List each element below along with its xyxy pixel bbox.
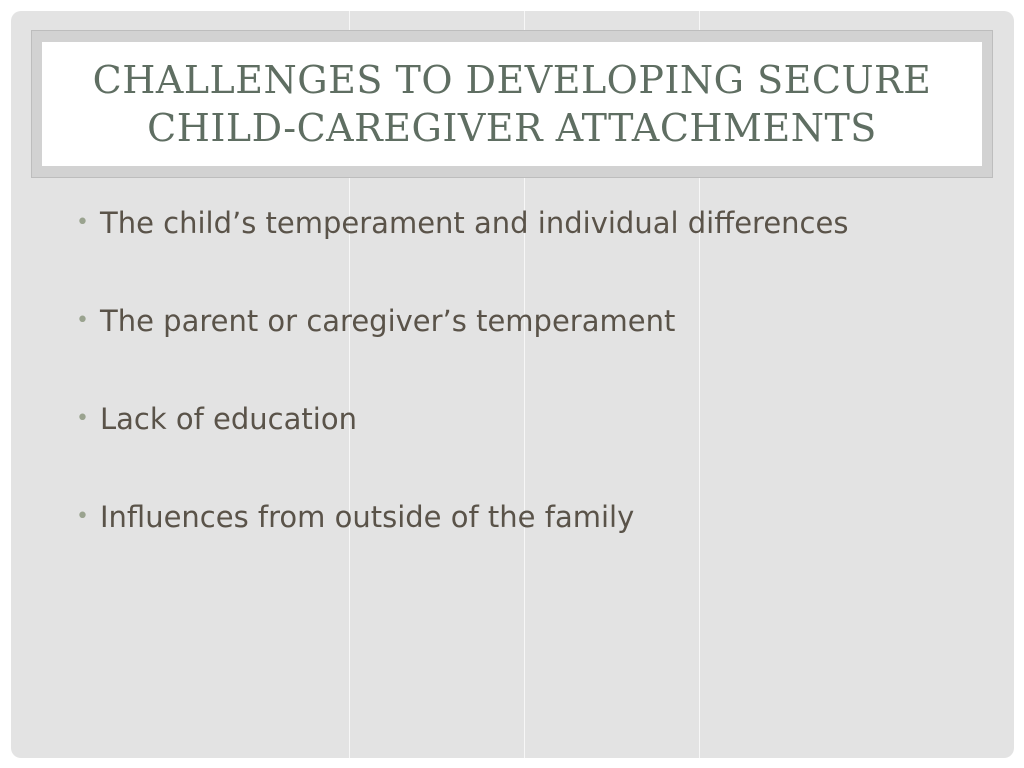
bullet-marker: •	[76, 504, 89, 529]
bullet-item	[73, 301, 848, 341]
title-box	[42, 42, 982, 166]
bullet-item	[73, 203, 848, 243]
title-frame	[31, 30, 993, 178]
bullet-item	[73, 497, 848, 537]
bullet-marker: •	[76, 406, 89, 431]
slide-title: CHALLENGES TO DEVELOPING SECURE CHILD-CAREGIVER ATTACHMENTS	[92, 58, 932, 150]
bullet-marker: •	[76, 210, 89, 235]
slide	[11, 11, 1014, 758]
bullet-text: The parent or caregiver’s temperament	[100, 304, 676, 338]
bullet-item	[73, 399, 848, 439]
bullet-text: The child’s temperament and individual differences	[100, 206, 849, 240]
bullet-text: Lack of education	[100, 402, 357, 436]
bullet-list	[73, 203, 848, 595]
bullet-marker: •	[76, 308, 89, 333]
bullet-text: Influences from outside of the family	[100, 500, 635, 534]
